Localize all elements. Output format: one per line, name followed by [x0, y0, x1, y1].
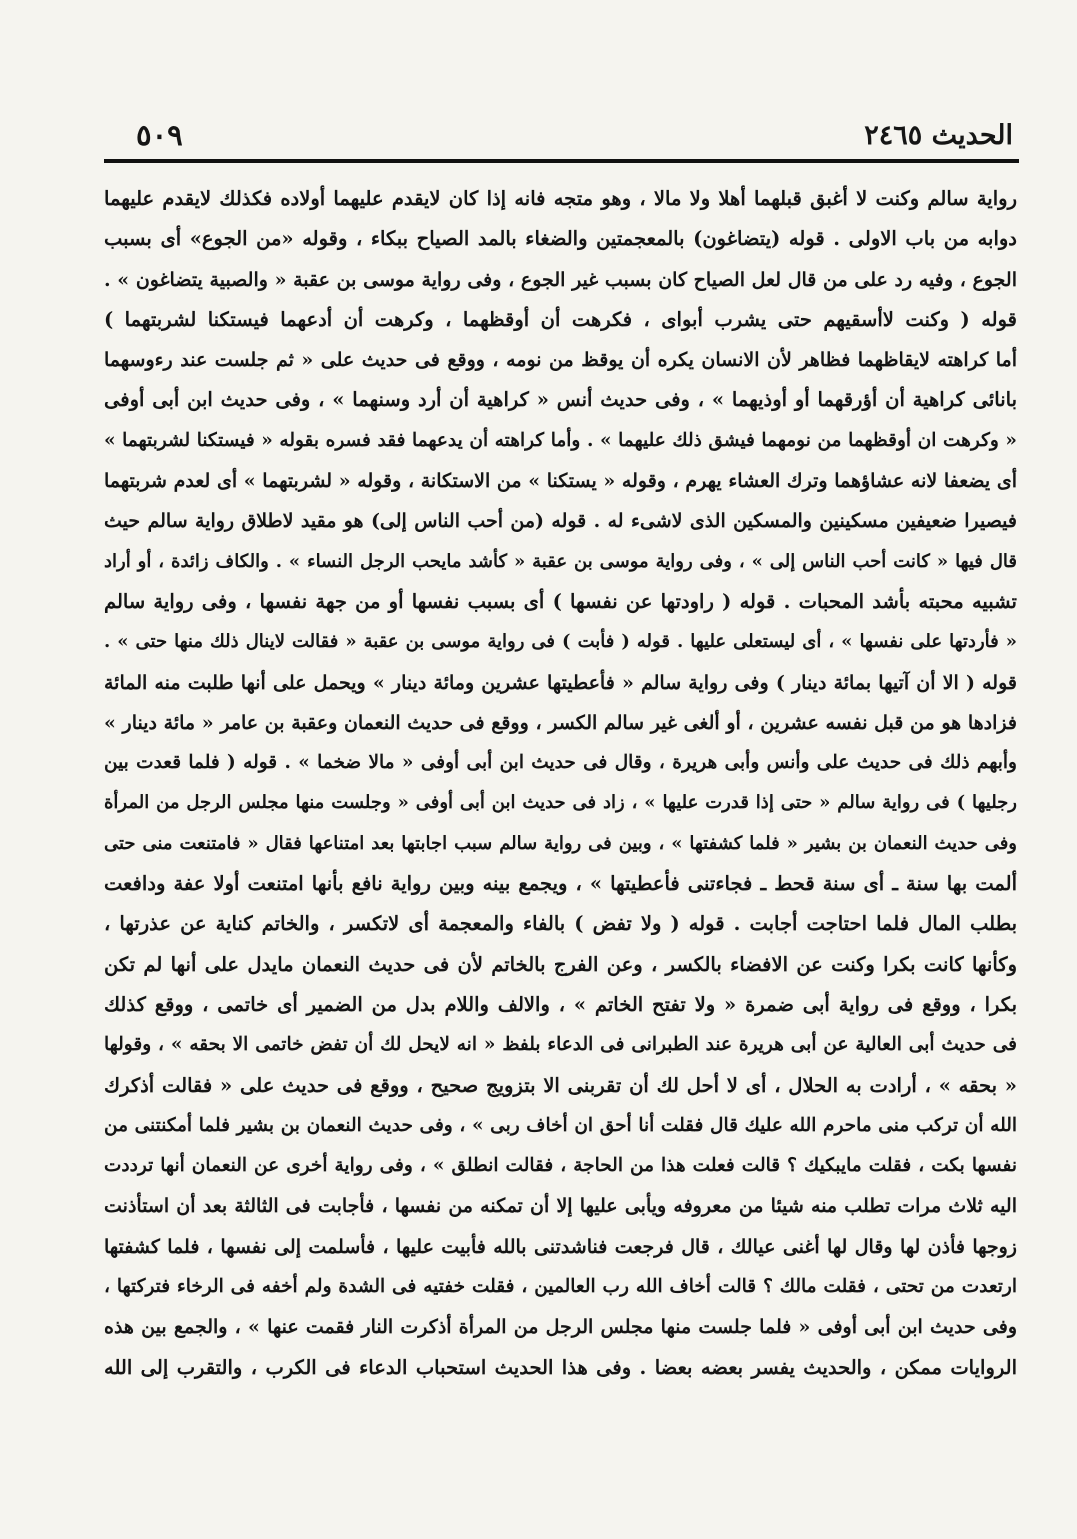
hadith-number: الحديث ٢٤٦٥	[864, 120, 1013, 151]
text-line: الروايات ممكن ، والحديث يفسر بعضه بعضا . وفى هذا الحديث استحباب الدعاء فى الكرب ، والتقرب إلى الله	[104, 1355, 1017, 1379]
text-line: قال فيها « كانت أحب الناس إلى » ، وفى رواية موسى بن عقبة « كأشد مايحب الرجل النساء » . والكاف زائدة ، أو أراد	[104, 550, 1017, 572]
body-text	[104, 179, 1017, 1388]
text-line: وكأنها كانت بكرا وكنت عن الافضاء بالكسر ، وعن الفرج بالخاتم لأن فى حديث النعمان مايدل على أنها لم تكن	[104, 952, 1017, 976]
text-line: رجليها ) فى رواية سالم « حتى إذا قدرت عليها » ، زاد فى حديث ابن أبى أوفى « وجلست منها مجلس الرجل من المرأة	[104, 792, 1017, 814]
text-line: فى حديث أبى العالية عن أبى هريرة عند الطبرانى فى الدعاء بلفظ « انه لايحل لك أن تفض خاتمى الا بحقه » ، وقولها	[104, 1034, 1017, 1056]
text-line: زوجها فأذن لها وقال لها أغنى عيالك ، قال فرجعت فناشدتنى بالله فأبيت عليها ، فأسلمت إلى نفسها ، فلما كشفتها	[104, 1235, 1017, 1258]
header-rule	[104, 159, 1019, 163]
text-line: ألمت بها سنة ـ أى سنة قحط ـ فجاءتنى فأعطيتها » ، ويجمع بينه وبين رواية نافع بأنها امتنعت أولا عفة ودافعت	[104, 872, 1017, 896]
text-line: نفسها بكت ، فقلت مايبكيك ؟ قالت فعلت هذا من الحاجة ، فقالت انطلق » ، وفى رواية أخرى عن النعمان أنها ترددت	[104, 1155, 1017, 1177]
text-line: دوابه من باب الاولى . قوله (يتضاغون) بالمعجمتين والضغاء بالمد الصياح ببكاء ، وقوله «من الجوع» أى بسبب	[104, 227, 1017, 251]
text-line: الله أن تركب منى ماحرم الله عليك قال فقلت أنا أحق ان أخاف ربى » ، وفى حديث النعمان بن بشير فلما أمكنتنى من	[104, 1114, 1017, 1136]
text-line: فيصيرا ضعيفين مسكينين والمسكين الذى لاشىء له . قوله (من أحب الناس إلى) هو مقيد لاطلاق رواية سالم حيث	[104, 510, 1017, 533]
text-line: الجوع ، وفيه رد على من قال لعل الصياح كان بسبب غير الجوع ، وفى رواية موسى بن عقبة « والصبية يتضاغون » .	[104, 268, 1017, 291]
text-line: بانائى كراهية أن أؤرقهما أو أوذيهما » ، وفى حديث أنس « كراهية أن أرد وسنهما » ، وفى حديث ابن أبى أوفى	[104, 388, 1017, 412]
text-line: وفى حديث ابن أبى أوفى « فلما جلست منها مجلس الرجل من المرأة أذكرت النار فقمت عنها » ، والجمع بين هذه	[104, 1316, 1017, 1339]
text-line: قوله ( وكنت لاأسقيهم حتى يشرب أبواى ، فكرهت أن أوقظهما ، وكرهت أن أدعهما فيستكنا لشربتهما )	[104, 307, 1017, 331]
text-line: أى يضعفا لانه عشاؤهما وترك العشاء يهرم ، وقوله « يستكنا » من الاستكانة ، وقوله « لشربتهما » أى لعدم شربتهما	[104, 470, 1017, 493]
text-line: بكرا ، ووقع فى رواية أبى ضمرة « ولا تفتح الخاتم » ، والالف واللام بدل من الضمير أى خاتمى ، ووقع كذلك	[104, 992, 1017, 1016]
text-line: « بحقه » ، أرادت به الحلال ، أى لا أحل لك أن تقربنى الا بتزويج صحيح ، ووقع فى حديث على « فقالت أذكرك	[104, 1073, 1017, 1097]
text-line: « فأردتها على نفسها » ، أى ليستعلى عليها . قوله ( فأبت ) فى رواية موسى بن عقبة « فقالت لاينال ذلك منها حتى » .	[104, 631, 1017, 653]
page-number: ٥٠٩	[136, 118, 183, 152]
text-line: تشبيه محبته بأشد المحبات . قوله ( راودتها عن نفسها ) أى بسبب نفسها أو من جهة نفسها ، وفى رواية سالم	[104, 589, 1017, 613]
text-line: ارتعدت من تحتى ، فقلت مالك ؟ قالت أخاف الله رب العالمين ، فقلت خفتيه فى الشدة ولم أخفه فى الرخاء فتركتها ،	[104, 1276, 1017, 1298]
text-line: وأبهم ذلك فى حديث على وأنس وأبى هريرة ، وقال فى حديث ابن أبى أوفى « مالا ضخما » . قوله ( فلما قعدت بين	[104, 752, 1017, 774]
text-line: فزادها هو من قبل نفسه عشرين ، أو ألغى غير سالم الكسر ، ووقع فى حديث النعمان وعقبة بن عامر « مائة دينار »	[104, 711, 1017, 734]
text-line: رواية سالم وكنت لا أغبق قبلهما أهلا ولا مالا ، وهو متجه فانه إذا كان لايقدم عليهما أولاده فكذلك لايقدم عليهما	[104, 187, 1017, 210]
page-header	[108, 112, 1013, 158]
text-line: أما كراهته لايقاظهما فظاهر لأن الانسان يكره أن يوقظ من نومه ، ووقع فى حديث على « ثم جلست عند رءوسهما	[104, 349, 1017, 372]
text-line: بطلب المال فلما احتاجت أجابت . قوله ( ولا تفض ) بالفاء والمعجمة أى لاتكسر ، والخاتم كناية عن عذرتها ،	[104, 912, 1017, 936]
text-line: اليه ثلاث مرات تطلب منه شيئا من معروفه ويأبى عليها إلا أن تمكنه من نفسها ، فأجابت فى الثالثة بعد أن استأذنت	[104, 1195, 1017, 1218]
text-line: وفى حديث النعمان بن بشير « فلما كشفتها » ، وبين فى رواية سالم سبب اجابتها بعد امتناعها فقال « فامتنعت منى حتى	[104, 832, 1017, 854]
text-line: « وكرهت ان أوقظهما من نومهما فيشق ذلك عليهما » . وأما كراهته أن يدعهما فقد فسره بقوله « فيستكنا لشربتهما »	[104, 429, 1017, 451]
text-line: قوله ( الا أن آتيها بمائة دينار ) وفى رواية سالم « فأعطيتها عشرين ومائة دينار » ويحمل على أنها طلبت منه المائة	[104, 671, 1017, 694]
